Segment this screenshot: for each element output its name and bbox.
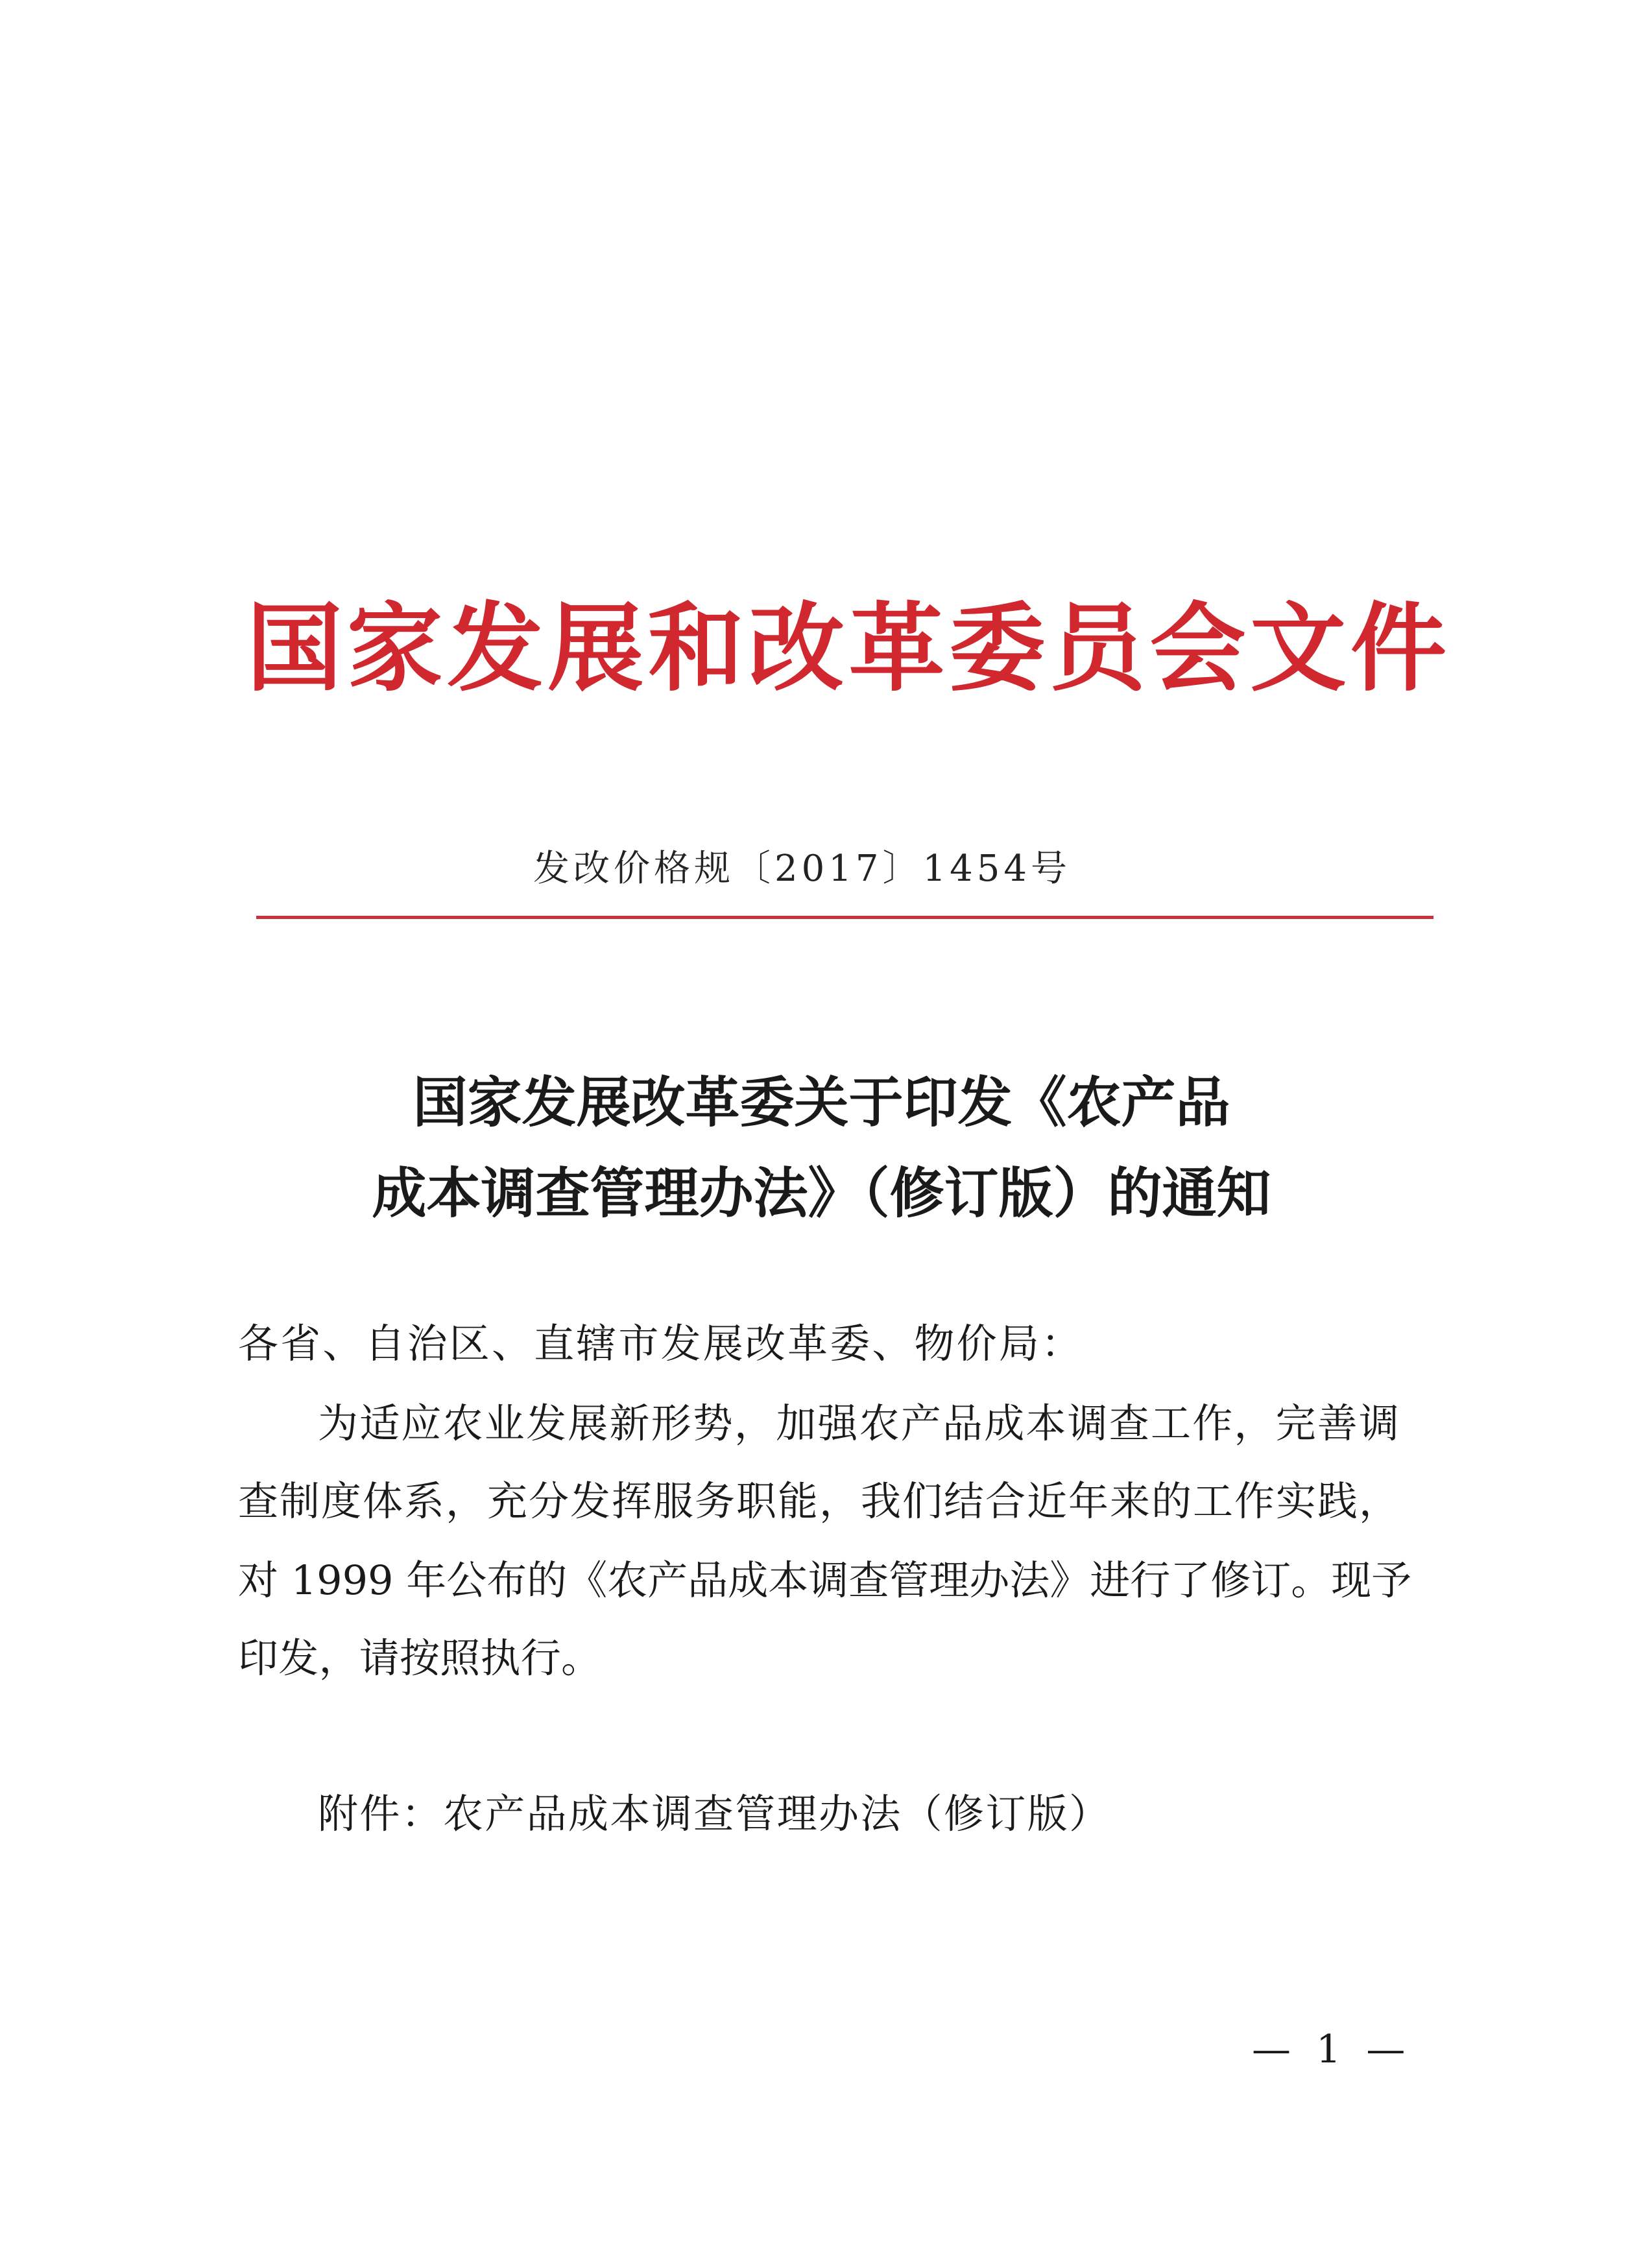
salutation: 各省、自治区、直辖市发展改革委、物价局： bbox=[238, 1320, 1081, 1367]
body-line-1: 为适应农业发展新形势，加强农产品成本调查工作，完善调 bbox=[318, 1400, 1399, 1447]
issuer-red-header: 国家发展和改革委员会文件 bbox=[246, 593, 1446, 704]
document-number: 发改价格规〔2017〕1454号 bbox=[533, 848, 1072, 890]
red-divider-line bbox=[256, 916, 1433, 919]
page-number: — 1 — bbox=[1252, 2027, 1412, 2072]
body-line-3: 对 1999 年公布的《农产品成本调查管理办法》进行了修订。现予 bbox=[238, 1557, 1412, 1604]
body-line-2: 查制度体系，充分发挥服务职能，我们结合近年来的工作实践， bbox=[238, 1477, 1399, 1525]
body-line-4: 印发，请按照执行。 bbox=[238, 1634, 601, 1682]
document-title-line-2: 成本调查管理办法》（修订版）的通知 bbox=[372, 1162, 1271, 1225]
attachment-note: 附件：农产品成本调查管理办法（修订版） bbox=[318, 1790, 1109, 1837]
document-title-line-1: 国家发展改革委关于印发《农产品 bbox=[413, 1071, 1230, 1134]
